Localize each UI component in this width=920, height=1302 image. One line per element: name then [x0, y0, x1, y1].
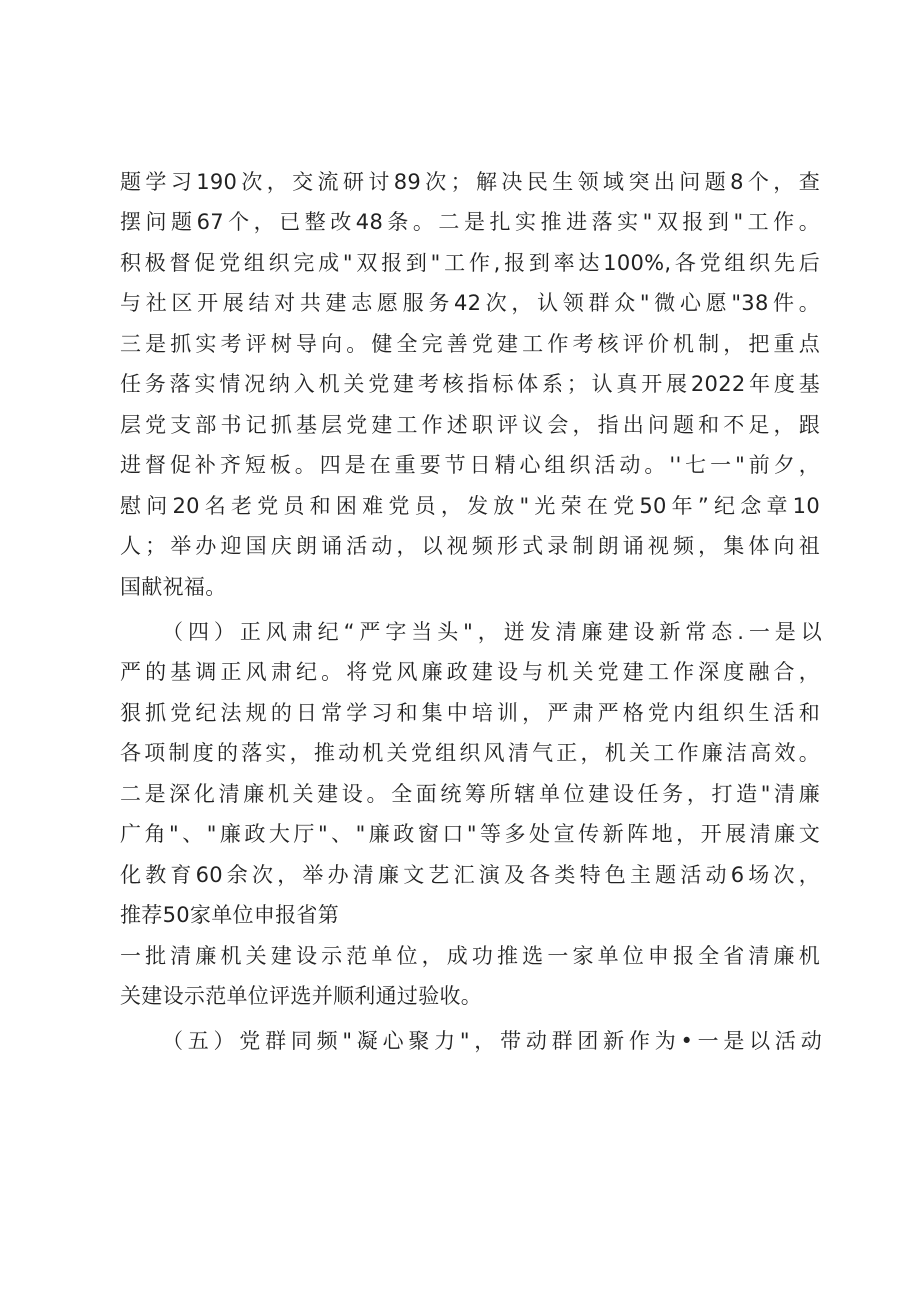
- text-line: 层党支部书记抓基层党建工作述职评议会，指出问题和不足，跟: [120, 413, 820, 437]
- text-line: 关建设示范单位评选并顺利通过验收。: [120, 984, 483, 1008]
- text-line: 二是深化清廉机关建设。全面统筹所辖单位建设任务，打造"清廉: [120, 782, 820, 806]
- text-line: 国献祝福。: [120, 575, 227, 599]
- text-line: 狠抓党纪法规的日常学习和集中培训，严肃严格党内组织生活和: [120, 701, 820, 725]
- text-line: 任务落实情况纳入机关党建考核指标体系；认真开展2022年度基: [120, 372, 820, 396]
- section-heading-line: （四）正风肃纪“严字当头"，迸发清廉建设新常态.一是以: [162, 620, 822, 644]
- text-line: 化教育60余次，举办清廉文艺汇演及各类特色主题活动6场次，: [120, 863, 820, 887]
- text-line: 一批清廉机关建设示范单位，成功推选一家单位申报全省清廉机: [120, 944, 820, 968]
- text-line: 人；举办迎国庆朗诵活动，以视频形式录制朗诵视频，集体向祖: [120, 534, 820, 558]
- text-line: 积极督促党组织完成"双报到"工作,报到率达100%,各党组织先后: [120, 251, 820, 275]
- text-line: 与社区开展结对共建志愿服务42次，认领群众"微心愿"38件。: [120, 291, 820, 315]
- text-line: 广角"、"廉政大厅"、"廉政窗口"等多处宣传新阵地，开展清廉文: [120, 822, 820, 846]
- section-heading-line: （五）党群同频"凝心聚力"，带动群团新作为•一是以活动: [162, 1029, 822, 1053]
- text-line: 摆问题67个，已整改48条。二是扎实推进落实"双报到"工作。: [120, 210, 820, 234]
- text-line: 题学习190次，交流研讨89次；解决民生领域突出问题8个，查: [120, 170, 820, 194]
- text-line: 推荐50家单位申报省第: [120, 903, 340, 927]
- text-line: 慰问20名老党员和困难党员，发放"光荣在党50年”纪念章10: [120, 494, 820, 518]
- text-line: 各项制度的落实，推动机关党组织风清气正，机关工作廉洁高效。: [120, 741, 820, 765]
- text-line: 三是抓实考评树导向。健全完善党建工作考核评价机制，把重点: [120, 332, 820, 356]
- text-line: 进督促补齐短板。四是在重要节日精心组织活动。''七一"前夕，: [120, 453, 820, 477]
- text-line: 严的基调正风肃纪。将党风廉政建设与机关党建工作深度融合，: [120, 660, 820, 684]
